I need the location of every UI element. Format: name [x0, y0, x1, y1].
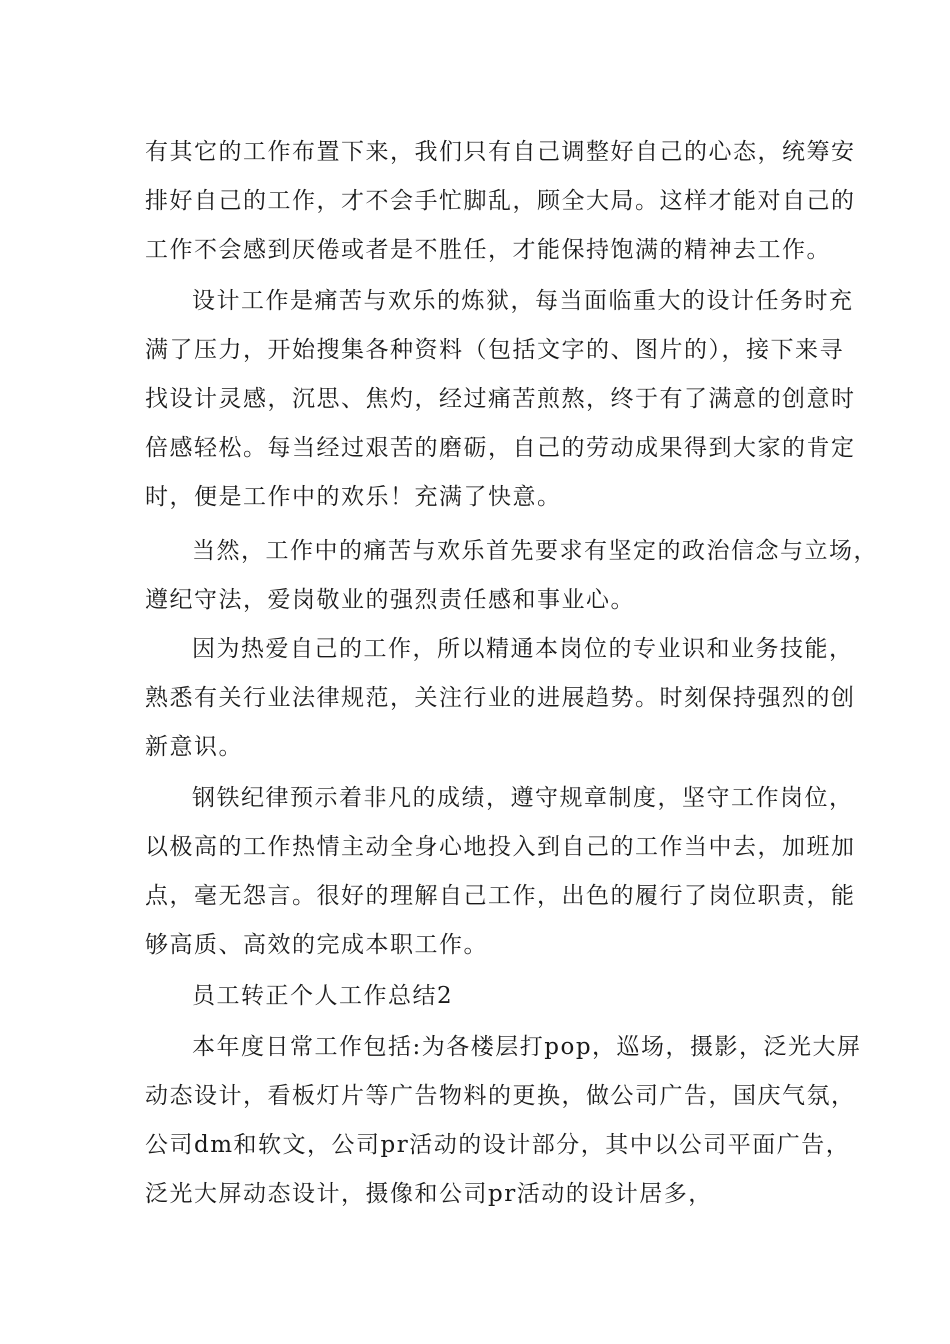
- text-line: 时，便是工作中的欢乐！充满了快意。: [145, 484, 562, 510]
- text-line: 泛光大屏动态设计，摄像和公司pr活动的设计居多，: [145, 1181, 713, 1207]
- text-line: 找设计灵感，沉思、焦灼，经过痛苦煎熬，终于有了满意的创意时: [145, 386, 856, 412]
- paragraph-first-line: 因为热爱自己的工作，所以精通本岗位的专业识和业务技能，: [192, 636, 854, 662]
- text-line: 够高质、高效的完成本职工作。: [145, 932, 488, 958]
- paragraph-first-line: 本年度日常工作包括:为各楼层打pop，巡场，摄影，泛光大屏: [192, 1034, 862, 1060]
- text-line: 倍感轻松。每当经过艰苦的磨砺，自己的劳动成果得到大家的肯定: [145, 435, 856, 461]
- text-line: 点，毫无怨言。很好的理解自己工作，出色的履行了岗位职责，能: [145, 883, 856, 909]
- text-line: 有其它的工作布置下来，我们只有自己调整好自己的心态，统筹安: [145, 139, 856, 165]
- text-line: 遵纪守法，爱岗敬业的强烈责任感和事业心。: [145, 587, 635, 613]
- text-line: 公司dm和软文，公司pr活动的设计部分，其中以公司平面广告，: [145, 1132, 851, 1158]
- text-line: 熟悉有关行业法律规范，关注行业的进展趋势。时刻保持强烈的创: [145, 685, 856, 711]
- paragraph-first-line: 钢铁纪律预示着非凡的成绩，遵守规章制度，坚守工作岗位，: [192, 785, 854, 811]
- text-line: 新意识。: [145, 734, 243, 760]
- paragraph-first-line: 设计工作是痛苦与欢乐的炼狱，每当面临重大的设计任务时充: [192, 288, 854, 314]
- text-line: 以极高的工作热情主动全身心地投入到自己的工作当中去，加班加: [145, 834, 856, 860]
- text-line: 满了压力，开始搜集各种资料（包括文字的、图片的），接下来寻: [145, 337, 844, 363]
- text-line: 工作不会感到厌倦或者是不胜任，才能保持饱满的精神去工作。: [145, 237, 831, 263]
- section-heading: 员工转正个人工作总结2: [192, 983, 454, 1009]
- paragraph-first-line: 当然，工作中的痛苦与欢乐首先要求有坚定的政治信念与立场，: [192, 538, 878, 564]
- text-line: 排好自己的工作，才不会手忙脚乱，顾全大局。这样才能对自己的: [145, 188, 856, 214]
- text-line: 动态设计，看板灯片等广告物料的更换，做公司广告，国庆气氛，: [145, 1083, 856, 1109]
